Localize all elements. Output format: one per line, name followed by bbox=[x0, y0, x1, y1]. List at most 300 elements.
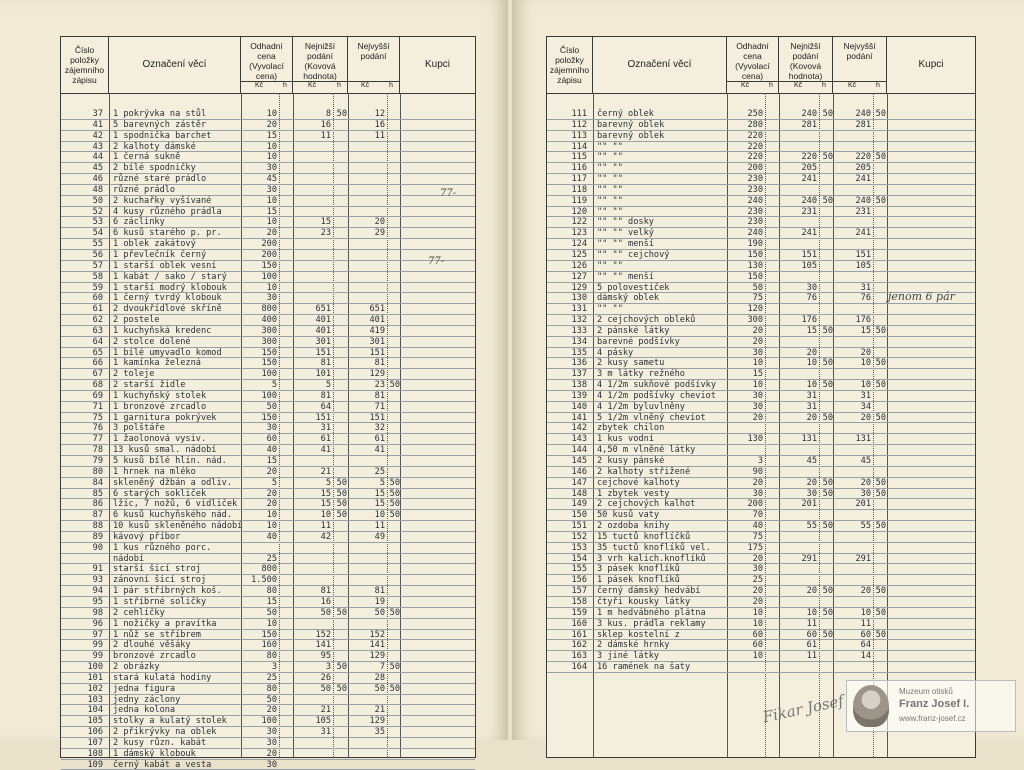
item-description: 1 černý tvrdý klobouk bbox=[113, 293, 222, 304]
lowest-bid: 60 bbox=[806, 629, 817, 640]
estimated-price: 230 bbox=[747, 206, 763, 217]
estimated-price: 800 bbox=[261, 564, 277, 575]
item-number: 126 bbox=[571, 260, 587, 271]
lowest-bid: 11 bbox=[320, 521, 331, 532]
lowest-bid: 95 bbox=[320, 651, 331, 662]
header-highest-bid: Nejvyšší podání bbox=[348, 37, 400, 93]
table-row bbox=[61, 760, 475, 770]
item-number: 125 bbox=[571, 249, 587, 260]
item-number: 85 bbox=[92, 488, 103, 499]
ledger-rows-left bbox=[61, 109, 475, 770]
highest-bid-h: 50 bbox=[875, 358, 886, 369]
item-description: 2 kuchařky vyšívané bbox=[113, 195, 212, 206]
item-number: 127 bbox=[571, 271, 587, 282]
table-row bbox=[547, 337, 975, 348]
highest-bid-h: 50 bbox=[389, 499, 400, 510]
table-row bbox=[61, 521, 475, 532]
item-number: 52 bbox=[92, 206, 103, 217]
item-description: jedny záclony bbox=[113, 694, 181, 705]
item-number: 140 bbox=[571, 401, 587, 412]
item-description: "" "" bbox=[597, 174, 623, 185]
highest-bid-h: 50 bbox=[389, 683, 400, 694]
highest-bid-h: 50 bbox=[875, 629, 886, 640]
item-number: 105 bbox=[87, 716, 103, 727]
table-row bbox=[61, 239, 475, 250]
item-number: 99 bbox=[92, 640, 103, 651]
estimated-price: 70 bbox=[752, 510, 763, 521]
item-description: 1 pokrývka na stůl bbox=[113, 109, 207, 119]
item-description: 4 pásky bbox=[597, 347, 634, 358]
highest-bid: 105 bbox=[855, 260, 871, 271]
lowest-bid: 231 bbox=[801, 206, 817, 217]
highest-bid: 11 bbox=[374, 521, 385, 532]
estimated-price: 100 bbox=[261, 716, 277, 727]
lowest-bid: 15 bbox=[320, 488, 331, 499]
estimated-price: 150 bbox=[261, 260, 277, 271]
highest-bid: 10 bbox=[860, 607, 871, 618]
item-number: 43 bbox=[92, 141, 103, 152]
item-number: 135 bbox=[571, 347, 587, 358]
item-description: 5 kusů bílé hlin. nád. bbox=[113, 456, 227, 466]
item-number: 111 bbox=[571, 109, 587, 119]
highest-bid: 34 bbox=[860, 401, 871, 412]
item-description: 3 vrh kalich.knoflíků bbox=[597, 553, 706, 564]
item-number: 145 bbox=[571, 456, 587, 466]
table-row bbox=[547, 413, 975, 424]
item-description: 1 zbytek vesty bbox=[597, 488, 670, 499]
lowest-bid: 105 bbox=[801, 260, 817, 271]
item-description: "" "" dosky bbox=[597, 217, 654, 228]
table-row bbox=[61, 564, 475, 575]
estimated-price: 230 bbox=[747, 217, 763, 228]
item-number: 131 bbox=[571, 304, 587, 315]
item-description: barevný oblek bbox=[597, 130, 665, 141]
item-description: 13 kusů smal. nádobí bbox=[113, 445, 217, 456]
highest-bid: 10 bbox=[860, 380, 871, 391]
estimated-price: 3 bbox=[271, 662, 277, 673]
estimated-price: 150 bbox=[261, 629, 277, 640]
table-row bbox=[547, 586, 975, 597]
estimated-price: 10 bbox=[266, 618, 277, 629]
estimated-price: 20 bbox=[752, 336, 763, 347]
item-number: 144 bbox=[571, 445, 587, 456]
lowest-bid: 61 bbox=[806, 640, 817, 651]
estimated-price: 40 bbox=[266, 531, 277, 542]
ledger-table-left bbox=[60, 36, 476, 770]
highest-bid: 81 bbox=[374, 358, 385, 369]
table-row bbox=[61, 196, 475, 207]
lowest-bid: 50 bbox=[320, 607, 331, 618]
item-description: 2 cejchových obleků bbox=[597, 315, 696, 326]
item-number: 37 bbox=[92, 109, 103, 119]
item-number: 147 bbox=[571, 477, 587, 488]
estimated-price: 15 bbox=[266, 206, 277, 217]
highest-bid: 50 bbox=[374, 683, 385, 694]
highest-bid: 291 bbox=[855, 553, 871, 564]
item-description: 3 polštáře bbox=[113, 423, 165, 434]
item-description: 4 1/2m podšívky cheviot bbox=[597, 390, 716, 401]
item-number: 100 bbox=[87, 662, 103, 673]
table-row bbox=[547, 380, 975, 391]
highest-bid: 20 bbox=[860, 477, 871, 488]
estimated-price: 80 bbox=[266, 586, 277, 597]
estimated-price: 15 bbox=[266, 456, 277, 466]
highest-bid: 15 bbox=[374, 488, 385, 499]
item-number: 162 bbox=[571, 640, 587, 651]
table-row bbox=[61, 185, 475, 196]
table-row bbox=[61, 261, 475, 272]
item-description: zánovní šicí stroj bbox=[113, 575, 207, 586]
item-description: černý kabát a vesta bbox=[113, 759, 212, 770]
item-description: 2 cejchových kalhot bbox=[597, 499, 696, 510]
highest-bid: 176 bbox=[855, 315, 871, 326]
item-description: 3 jiné látky bbox=[597, 651, 660, 662]
lowest-bid: 81 bbox=[320, 586, 331, 597]
highest-bid: 231 bbox=[855, 206, 871, 217]
table-header-left bbox=[61, 37, 475, 94]
lowest-bid: 10 bbox=[320, 510, 331, 521]
estimated-price: 30 bbox=[266, 293, 277, 304]
item-description: starší šicí stroj bbox=[113, 564, 201, 575]
table-row bbox=[61, 348, 475, 359]
lowest-bid: 45 bbox=[806, 456, 817, 466]
item-number: 120 bbox=[571, 206, 587, 217]
lowest-bid: 131 bbox=[801, 434, 817, 445]
item-number: 94 bbox=[92, 586, 103, 597]
lowest-bid: 401 bbox=[315, 325, 331, 336]
item-number: 155 bbox=[571, 564, 587, 575]
table-row bbox=[547, 608, 975, 619]
highest-bid: 281 bbox=[855, 119, 871, 130]
item-description: 1 m hedvábného plátna bbox=[597, 607, 706, 618]
lowest-bid: 31 bbox=[806, 401, 817, 412]
item-description: "" "" cejchový bbox=[597, 249, 670, 260]
table-row bbox=[547, 239, 975, 250]
table-row bbox=[547, 304, 975, 315]
item-description: 1 starší modrý klobouk bbox=[113, 282, 227, 293]
estimated-price: 175 bbox=[747, 542, 763, 553]
item-number: 149 bbox=[571, 499, 587, 510]
highest-bid-h: 50 bbox=[389, 488, 400, 499]
highest-bid: 419 bbox=[369, 325, 385, 336]
highest-bid-h: 50 bbox=[875, 521, 886, 532]
table-row bbox=[547, 499, 975, 510]
estimated-price: 300 bbox=[261, 336, 277, 347]
lowest-bid: 41 bbox=[320, 445, 331, 456]
lowest-bid: 76 bbox=[806, 293, 817, 304]
lowest-bid-h: 50 bbox=[336, 499, 347, 510]
item-number: 58 bbox=[92, 271, 103, 282]
item-number: 90 bbox=[92, 542, 103, 553]
highest-bid-h: 50 bbox=[875, 488, 886, 499]
table-row bbox=[547, 554, 975, 565]
item-number: 134 bbox=[571, 336, 587, 347]
item-number: 53 bbox=[92, 217, 103, 228]
estimated-price: 25 bbox=[266, 553, 277, 564]
estimated-price: 230 bbox=[747, 174, 763, 185]
header-buyers: Kupci bbox=[918, 59, 944, 70]
ledger-table-right bbox=[546, 36, 976, 758]
item-number: 151 bbox=[571, 521, 587, 532]
highest-bid: 129 bbox=[369, 651, 385, 662]
estimated-price: 80 bbox=[266, 683, 277, 694]
item-number: 96 bbox=[92, 618, 103, 629]
margin-note: 77- bbox=[440, 188, 457, 199]
item-number: 99 bbox=[92, 651, 103, 662]
estimated-price: 190 bbox=[747, 239, 763, 250]
item-number: 71 bbox=[92, 401, 103, 412]
header-h: h bbox=[769, 82, 773, 89]
item-description: 2 cehlíčky bbox=[113, 607, 165, 618]
header-kc: Kč bbox=[794, 82, 803, 89]
item-number: 91 bbox=[92, 564, 103, 575]
header-h: h bbox=[822, 82, 826, 89]
highest-bid-h: 50 bbox=[389, 662, 400, 673]
item-description: "" "" bbox=[597, 195, 623, 206]
item-number: 97 bbox=[92, 629, 103, 640]
table-row bbox=[547, 597, 975, 608]
estimated-price: 75 bbox=[752, 531, 763, 542]
table-row bbox=[61, 391, 475, 402]
lowest-bid-h: 50 bbox=[822, 195, 833, 206]
lowest-bid: 10 bbox=[806, 380, 817, 391]
item-description: 2 dámské hrnky bbox=[597, 640, 670, 651]
header-item-number: Číslo položky zájemního zápisu bbox=[61, 37, 109, 93]
lowest-bid: 11 bbox=[806, 618, 817, 629]
item-description: 1 oblek zakátový bbox=[113, 239, 196, 250]
item-description: barevný oblek bbox=[597, 119, 665, 130]
header-kc: Kč bbox=[308, 82, 317, 89]
estimated-price: 200 bbox=[261, 239, 277, 250]
highest-bid: 10 bbox=[860, 358, 871, 369]
highest-bid-h: 50 bbox=[875, 195, 886, 206]
highest-bid: 7 bbox=[379, 662, 385, 673]
estimated-price: 30 bbox=[266, 423, 277, 434]
item-number: 54 bbox=[92, 228, 103, 239]
item-number: 160 bbox=[571, 618, 587, 629]
table-row bbox=[61, 532, 475, 543]
item-description: 1 hrnek na mléko bbox=[113, 466, 196, 477]
item-description: různé prádlo bbox=[113, 184, 176, 195]
highest-bid: 28 bbox=[374, 672, 385, 683]
estimated-price: 220 bbox=[747, 141, 763, 152]
estimated-price: 20 bbox=[752, 412, 763, 423]
item-number: 48 bbox=[92, 184, 103, 195]
item-description: lžíc, 7 nožů, 6 vidliček bbox=[113, 499, 238, 510]
lowest-bid-h: 50 bbox=[336, 109, 347, 119]
item-number: 42 bbox=[92, 130, 103, 141]
highest-bid-h: 50 bbox=[389, 607, 400, 618]
item-number: 123 bbox=[571, 228, 587, 239]
table-row bbox=[61, 489, 475, 500]
left-page bbox=[0, 0, 508, 770]
table-row bbox=[61, 445, 475, 456]
item-description: 1 žaolonová vysiv. bbox=[113, 434, 207, 445]
table-row bbox=[61, 543, 475, 554]
item-description: "" "" bbox=[597, 141, 623, 152]
highest-bid: 151 bbox=[369, 347, 385, 358]
table-row bbox=[61, 293, 475, 304]
lowest-bid: 21 bbox=[320, 705, 331, 716]
table-row bbox=[61, 749, 475, 760]
highest-bid: 81 bbox=[374, 390, 385, 401]
header-kc: Kč bbox=[255, 82, 264, 89]
estimated-price: 30 bbox=[266, 163, 277, 174]
lowest-bid: 30 bbox=[806, 282, 817, 293]
table-row bbox=[61, 380, 475, 391]
item-number: 157 bbox=[571, 586, 587, 597]
item-description: 1 pár stříbrných koš. bbox=[113, 586, 222, 597]
lowest-bid-h: 50 bbox=[822, 521, 833, 532]
header-kc: Kč bbox=[848, 82, 857, 89]
item-description: 10 kusů skleněného nádobí bbox=[113, 521, 243, 532]
table-row bbox=[61, 272, 475, 283]
lowest-bid: 241 bbox=[801, 174, 817, 185]
header-h: h bbox=[876, 82, 880, 89]
estimated-price: 150 bbox=[261, 358, 277, 369]
table-row bbox=[61, 217, 475, 228]
highest-bid: 15 bbox=[860, 325, 871, 336]
table-row bbox=[61, 499, 475, 510]
estimated-price: 150 bbox=[747, 249, 763, 260]
highest-bid: 240 bbox=[855, 109, 871, 119]
estimated-price: 3 bbox=[757, 456, 763, 466]
estimated-price: 10 bbox=[266, 141, 277, 152]
highest-bid-h: 50 bbox=[875, 325, 886, 336]
lowest-bid: 11 bbox=[320, 130, 331, 141]
item-number: 153 bbox=[571, 542, 587, 553]
estimated-price: 150 bbox=[261, 412, 277, 423]
estimated-price: 20 bbox=[266, 705, 277, 716]
estimated-price: 160 bbox=[261, 640, 277, 651]
item-number: 142 bbox=[571, 423, 587, 434]
highest-bid: 129 bbox=[369, 716, 385, 727]
lowest-bid-h: 50 bbox=[822, 488, 833, 499]
item-number: 61 bbox=[92, 304, 103, 315]
item-description: 3 pásek knoflíků bbox=[597, 564, 680, 575]
item-number: 63 bbox=[92, 325, 103, 336]
header-highest-bid: Nejvyšší podání bbox=[833, 37, 887, 93]
estimated-price: 40 bbox=[752, 521, 763, 532]
lowest-bid: 26 bbox=[320, 672, 331, 683]
table-row bbox=[547, 619, 975, 630]
table-row bbox=[61, 152, 475, 163]
portrait-icon bbox=[853, 685, 889, 727]
item-description: 1 kuchyňský stolek bbox=[113, 390, 207, 401]
table-row bbox=[547, 196, 975, 207]
highest-bid-h: 50 bbox=[875, 477, 886, 488]
estimated-price: 75 bbox=[752, 293, 763, 304]
item-description: 2 dlouhé věšáky bbox=[113, 640, 191, 651]
item-number: 150 bbox=[571, 510, 587, 521]
estimated-price: 20 bbox=[752, 477, 763, 488]
estimated-price: 400 bbox=[261, 315, 277, 326]
item-number: 67 bbox=[92, 369, 103, 380]
lowest-bid-h: 50 bbox=[822, 152, 833, 163]
table-row bbox=[547, 142, 975, 153]
estimated-price: 30 bbox=[752, 401, 763, 412]
item-number: 56 bbox=[92, 249, 103, 260]
item-description: 3 m látky režného bbox=[597, 369, 685, 380]
item-description: "" "" menší bbox=[597, 239, 654, 250]
item-number: 98 bbox=[92, 607, 103, 618]
table-row bbox=[61, 727, 475, 738]
estimated-price: 200 bbox=[747, 163, 763, 174]
highest-bid: 61 bbox=[374, 434, 385, 445]
table-row bbox=[61, 684, 475, 695]
lowest-bid-h: 50 bbox=[336, 488, 347, 499]
table-row bbox=[61, 630, 475, 641]
highest-bid: 31 bbox=[860, 282, 871, 293]
header-lowest-bid: Nejnižší podání (Kovová hodnota) bbox=[293, 37, 348, 93]
estimated-price: 300 bbox=[747, 315, 763, 326]
header-description: Označení věcí bbox=[109, 37, 241, 93]
estimated-price: 240 bbox=[747, 195, 763, 206]
highest-bid: 301 bbox=[369, 336, 385, 347]
item-number: 148 bbox=[571, 488, 587, 499]
highest-bid: 45 bbox=[860, 456, 871, 466]
table-row bbox=[61, 467, 475, 478]
table-row bbox=[547, 315, 975, 326]
lowest-bid-h: 50 bbox=[336, 607, 347, 618]
lowest-bid-h: 50 bbox=[822, 607, 833, 618]
item-number: 124 bbox=[571, 239, 587, 250]
highest-bid: 241 bbox=[855, 228, 871, 239]
table-row bbox=[547, 630, 975, 641]
lowest-bid: 21 bbox=[320, 466, 331, 477]
item-description: sklep kostelní z bbox=[597, 629, 680, 640]
table-row bbox=[547, 402, 975, 413]
estimated-price: 30 bbox=[752, 488, 763, 499]
table-row bbox=[547, 250, 975, 261]
lowest-bid-h: 50 bbox=[822, 477, 833, 488]
item-description: 5 1/2m vlněný cheviot bbox=[597, 412, 706, 423]
item-number: 164 bbox=[571, 662, 587, 673]
highest-bid: 20 bbox=[860, 412, 871, 423]
item-number: 57 bbox=[92, 260, 103, 271]
table-row bbox=[547, 185, 975, 196]
table-row bbox=[61, 142, 475, 153]
estimated-price: 5 bbox=[271, 477, 277, 488]
estimated-price: 10 bbox=[266, 282, 277, 293]
lowest-bid: 301 bbox=[315, 336, 331, 347]
lowest-bid-h: 50 bbox=[336, 477, 347, 488]
item-number: 87 bbox=[92, 510, 103, 521]
table-row bbox=[547, 478, 975, 489]
estimated-price: 60 bbox=[266, 434, 277, 445]
highest-bid: 49 bbox=[374, 531, 385, 542]
lowest-bid: 55 bbox=[806, 521, 817, 532]
highest-bid: 29 bbox=[374, 228, 385, 239]
item-description: 1 kamínka železná bbox=[113, 358, 201, 369]
table-row bbox=[547, 391, 975, 402]
item-description: skleněný džbán a odliv. bbox=[113, 477, 232, 488]
estimated-price: 15 bbox=[752, 369, 763, 380]
estimated-price: 200 bbox=[747, 499, 763, 510]
item-description: kávový příbor bbox=[113, 531, 181, 542]
table-row bbox=[547, 131, 975, 142]
item-number: 156 bbox=[571, 575, 587, 586]
ledger-rows-right bbox=[547, 109, 975, 673]
table-row bbox=[61, 586, 475, 597]
item-number: 86 bbox=[92, 499, 103, 510]
highest-bid-h: 50 bbox=[875, 412, 886, 423]
header-h: h bbox=[283, 82, 287, 89]
item-number: 76 bbox=[92, 423, 103, 434]
highest-bid: 141 bbox=[369, 640, 385, 651]
item-description: 1 nůž se stříbrem bbox=[113, 629, 201, 640]
item-description: 4 1/2m sukňové podšívky bbox=[597, 380, 716, 391]
